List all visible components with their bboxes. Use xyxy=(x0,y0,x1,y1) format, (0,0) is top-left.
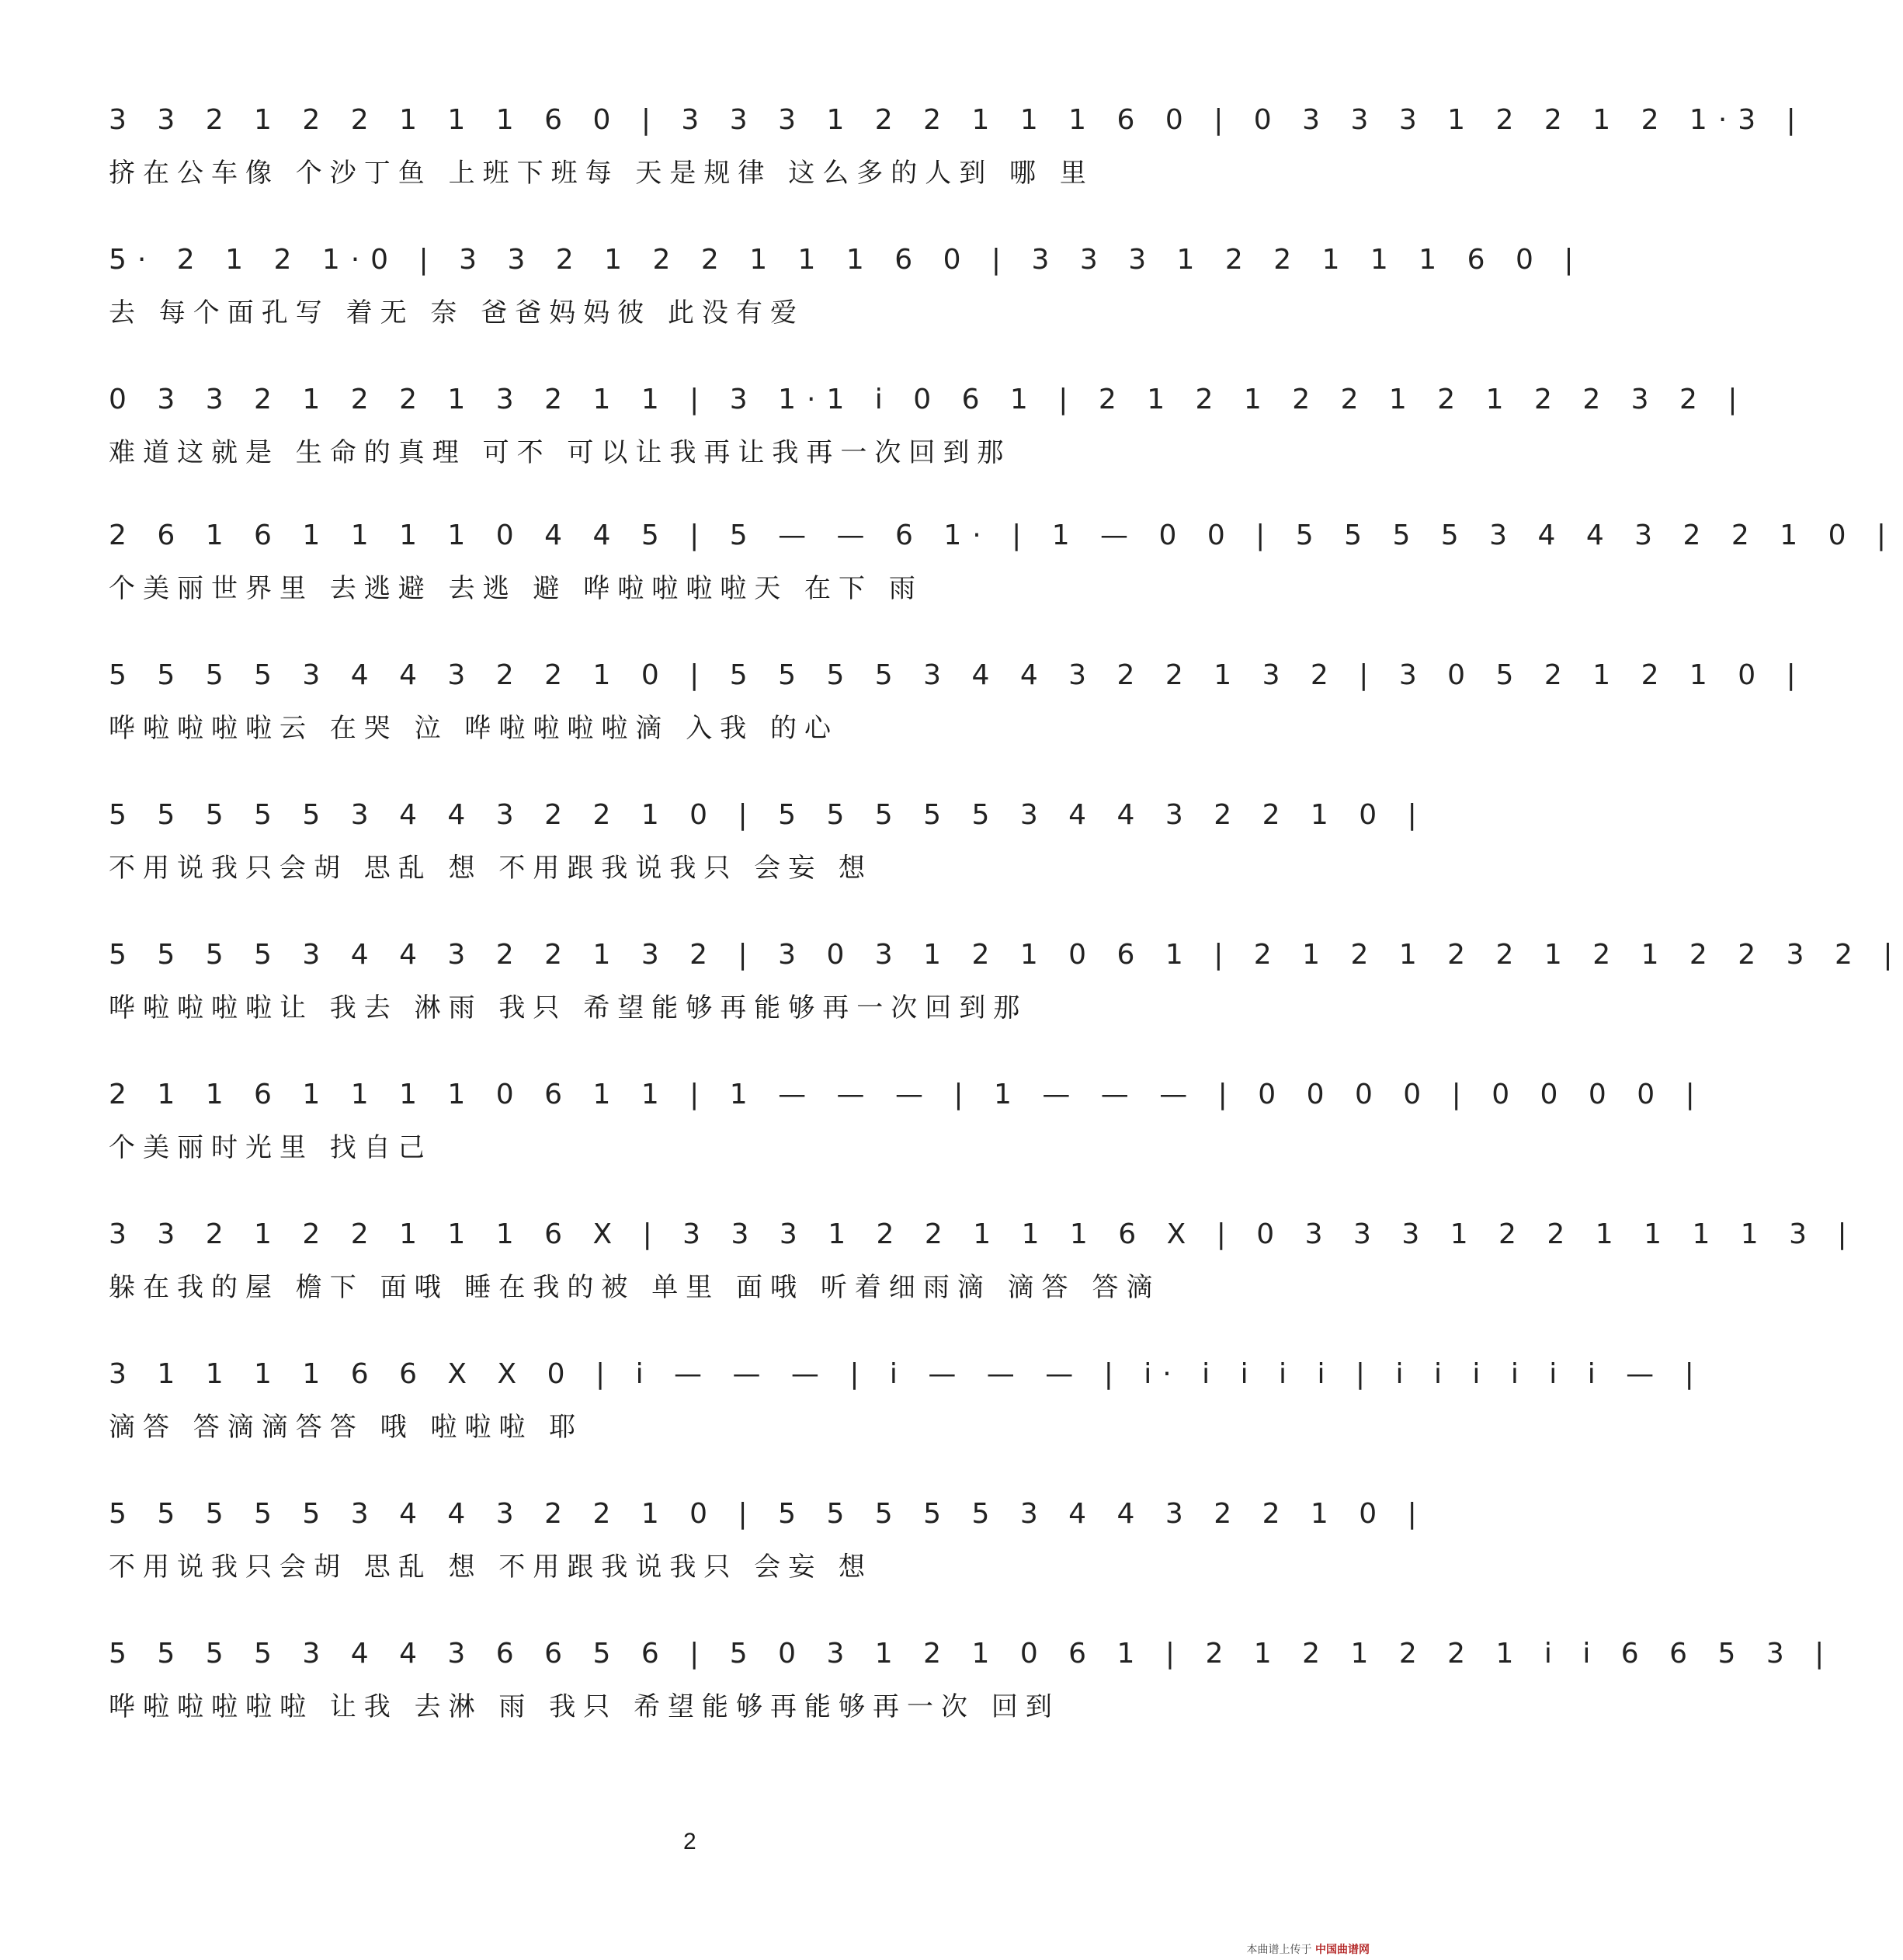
watermark-text: 本曲谱上传于 xyxy=(1246,1944,1312,1956)
lyrics-line: 哗啦啦啦啦让 我去 淋雨 我只 希望能够再能够再一次回到那 xyxy=(109,992,1028,1023)
page-number: 2 xyxy=(683,1829,696,1854)
notation-line: 0 3 3 2 1 2 2 1 3 2 1 1 | 3 1·1 i 0 6 1 | 2 1 2 1 2 2 1 2 1 2 2 3 2 | xyxy=(109,384,1748,415)
notation-line: 5 5 5 5 3 4 4 3 2 2 1 3 2 | 3 0 3 1 2 1 0 6 1 | 2 1 2 1 2 2 1 2 1 2 2 3 2 | xyxy=(109,939,1903,971)
lyrics-line: 不用说我只会胡 思乱 想 不用跟我说我只 会妄 想 xyxy=(109,853,873,884)
notation-line: 5· 2 1 2 1·0 | 3 3 2 1 2 2 1 1 1 6 0 | 3 3 3 1 2 2 1 1 1 6 0 | xyxy=(109,244,1585,276)
notation-line: 5 5 5 5 3 4 4 3 6 6 5 6 | 5 0 3 1 2 1 0 6 1 | 2 1 2 1 2 2 1 i i 6 6 5 3 | xyxy=(109,1638,1835,1670)
lyrics-line: 个美丽世界里 去逃避 去逃 避 哗啦啦啦啦天 在下 雨 xyxy=(109,573,923,604)
notation-line: 3 3 2 1 2 2 1 1 1 6 0 | 3 3 3 1 2 2 1 1 1 6 0 | 0 3 3 3 1 2 2 1 2 1·3 | xyxy=(109,104,1807,136)
lyrics-line: 不用说我只会胡 思乱 想 不用跟我说我只 会妄 想 xyxy=(109,1552,873,1583)
lyrics-line: 滴答 答滴滴答答 哦 啦啦啦 耶 xyxy=(109,1412,584,1443)
notation-line: 3 1 1 1 1 6 6 X X 0 | i — — — | i — — — | i· i i i i | i i i i i i — | xyxy=(109,1358,1705,1390)
lyrics-line: 个美丽时光里 找自己 xyxy=(109,1132,432,1163)
source-watermark xyxy=(1247,1941,1370,1957)
lyrics-line: 躲在我的屋 檐下 面哦 睡在我的被 单里 面哦 听着细雨滴 滴答 答滴 xyxy=(109,1272,1161,1303)
notation-line: 2 6 1 6 1 1 1 1 0 4 4 5 | 5 — — 6 1· | 1 — 0 0 | 5 5 5 5 3 4 4 3 2 2 1 0 | xyxy=(109,520,1898,551)
watermark-brand: 中国曲谱网 xyxy=(1315,1944,1370,1956)
lyrics-line: 去 每个面孔写 着无 奈 爸爸妈妈彼 此没有爱 xyxy=(109,297,805,328)
notation-line: 5 5 5 5 3 4 4 3 2 2 1 0 | 5 5 5 5 3 4 4 3 2 2 1 3 2 | 3 0 5 2 1 2 1 0 | xyxy=(109,659,1807,691)
lyrics-line: 挤在公车像 个沙丁鱼 上班下班每 天是规律 这么多的人到 哪 里 xyxy=(109,158,1094,189)
lyrics-line: 难道这就是 生命的真理 可不 可以让我再让我再一次回到那 xyxy=(109,437,1012,468)
lyrics-line: 哗啦啦啦啦啦 让我 去淋 雨 我只 希望能够再能够再一次 回到 xyxy=(109,1691,1060,1722)
lyrics-line: 哗啦啦啦啦云 在哭 泣 哗啦啦啦啦滴 入我 的心 xyxy=(109,713,839,744)
notation-line: 5 5 5 5 5 3 4 4 3 2 2 1 0 | 5 5 5 5 5 3 4 4 3 2 2 1 0 | xyxy=(109,799,1428,831)
notation-line: 2 1 1 6 1 1 1 1 0 6 1 1 | 1 — — — | 1 — — — | 0 0 0 0 | 0 0 0 0 | xyxy=(109,1079,1706,1110)
notation-line: 3 3 2 1 2 2 1 1 1 6 X | 3 3 3 1 2 2 1 1 1 6 X | 0 3 3 3 1 2 2 1 1 1 1 3 | xyxy=(109,1218,1858,1250)
notation-line: 5 5 5 5 5 3 4 4 3 2 2 1 0 | 5 5 5 5 5 3 4 4 3 2 2 1 0 | xyxy=(109,1498,1428,1530)
